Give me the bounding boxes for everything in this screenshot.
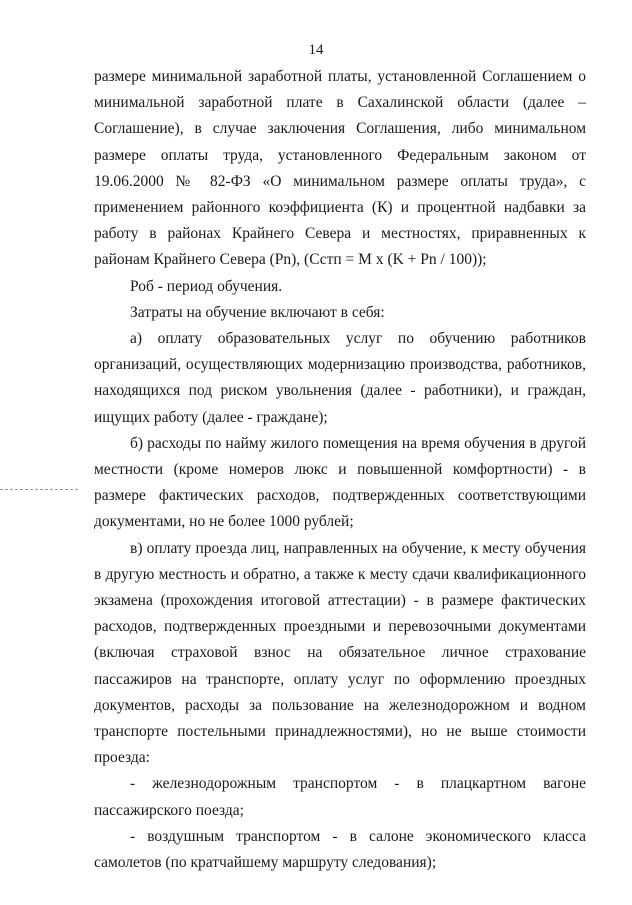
paragraph-item-a: а) оплату образовательных услуг по обучению работников организаций, осуществляющих модернизацию производства, работников, находящихся под риском увольнения (далее - работники), и граждан, ищущих работу (далее - граждане); [94, 330, 586, 426]
paragraph-training-period: Роб - период обучения. [130, 277, 283, 295]
paragraph-railway: - железнодорожным транспортом - в плацкартном вагоне пассажирского поезда; [94, 775, 586, 819]
paragraph-costs-intro: Затраты на обучение включают в себя: [130, 303, 385, 321]
scan-margin-mark [0, 489, 78, 490]
paragraph-continuation: размере минимальной заработной платы, установленной Соглашением о минимальной заработной плате в Сахалинской области (далее – Соглашение), в случае заключения Соглашения, либо минимальном размере оплаты труда, установленного Федеральным законом от 19.06.2000 № 82-ФЗ «О минимальном размере оплаты труда», с применением районного коэффициента (К) и процентной надбавки за работу в районах Крайнего Севера и местностях, приравненных к районам Крайнего Севера (Pn), (Сстп = M x (K + Pn / 100)); [94, 68, 586, 269]
document-body [94, 64, 586, 876]
paragraph-item-b: б) расходы по найму жилого помещения на время обучения в другой местности (кроме номеров люкс и повышенной комфортности) - в размере фактических расходов, подтвержденных соответствующими документами, но не более 1000 рублей; [94, 434, 586, 531]
page-number: 14 [308, 42, 324, 58]
paragraph-item-v: в) оплату проезда лиц, направленных на обучение, к месту обучения в другую местность и обратно, а также к месту сдачи квалификационного экзамена (прохождения итоговой аттестации) - в размере фактических расходов, подтвержденных проездными и перевозочными документами (включая страховой взнос на обязательное личное страхование пассажиров на транспорте, оплату услуг по оформлению проездных документов, расходы за пользование на железнодорожном и водном транспорте постельными принадлежностями), но не выше стоимости проезда: [94, 539, 586, 767]
paragraph-air: - воздушным транспортом - в салоне экономического класса самолетов (по кратчайшему маршруту следования); [94, 827, 586, 872]
